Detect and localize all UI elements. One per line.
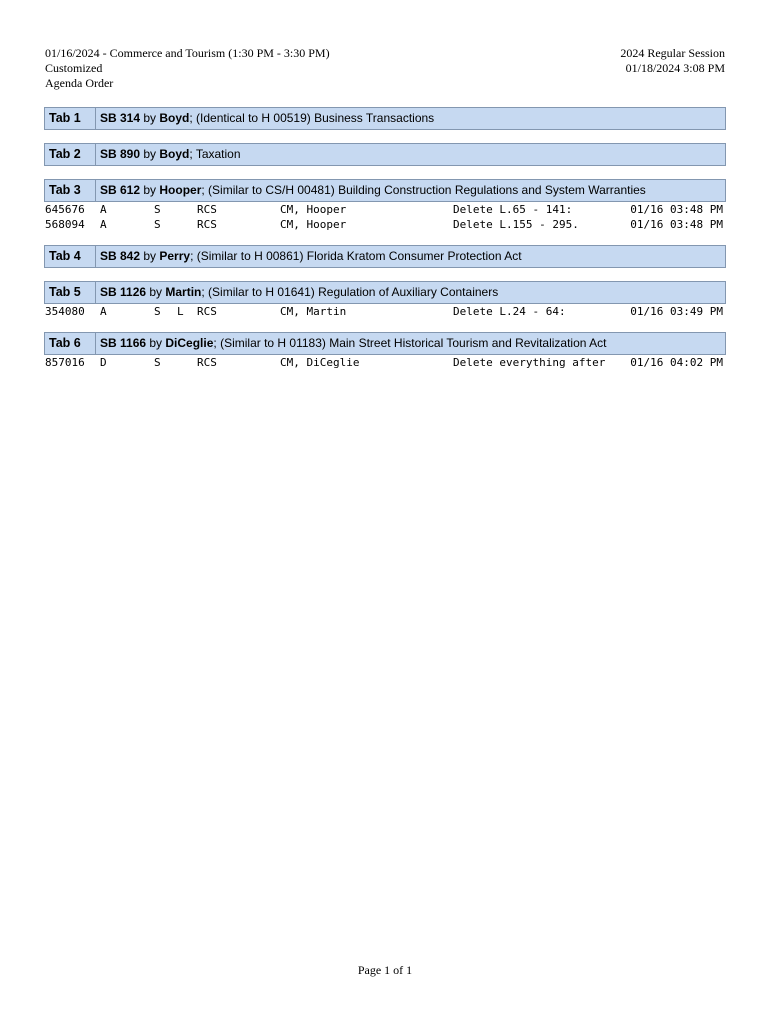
bill-title <box>96 333 725 354</box>
amendment-id: 568094 <box>45 218 85 231</box>
tab-block <box>44 281 726 319</box>
amendment-sponsor: CM, DiCeglie <box>280 356 360 369</box>
amendment-time: 01/16 03:49 PM <box>630 305 723 318</box>
bill-number: SB 842 <box>100 249 141 263</box>
amendment-action: Delete everything after <box>453 356 606 369</box>
amendment-type: D <box>100 356 107 369</box>
amendment-type: A <box>100 305 107 318</box>
bill-by: by <box>146 336 166 350</box>
bill-description: ; (Similar to H 01641) Regulation of Auxiliary Containers <box>201 285 499 299</box>
bill-by: by <box>140 111 160 125</box>
amendment-row <box>44 355 726 370</box>
tab-header-bar <box>44 179 726 202</box>
tab-block <box>44 107 726 130</box>
amendment-rcs: RCS <box>197 305 217 318</box>
bill-sponsor: Hooper <box>159 183 202 197</box>
amendment-id: 354080 <box>45 305 85 318</box>
report-timestamp: 01/18/2024 3:08 PM <box>625 61 725 75</box>
bill-number: SB 612 <box>100 183 141 197</box>
amendment-type: A <box>100 203 107 216</box>
amendment-row <box>44 217 726 232</box>
bill-title <box>96 246 725 267</box>
tab-block <box>44 245 726 268</box>
bill-description: ; (Similar to CS/H 00481) Building Construction Regulations and System Warranties <box>201 183 646 197</box>
tab-number: Tab 2 <box>45 144 96 165</box>
amendment-time: 01/16 03:48 PM <box>630 203 723 216</box>
amendment-row <box>44 304 726 319</box>
session-name: 2024 Regular Session <box>620 46 725 60</box>
amendment-type: A <box>100 218 107 231</box>
amendment-rcs: RCS <box>197 218 217 231</box>
tab-block <box>44 332 726 370</box>
bill-by: by <box>140 147 160 161</box>
page-footer: Page 1 of 1 <box>357 963 413 977</box>
amendment-chamber: S <box>154 356 161 369</box>
bill-sponsor: Perry <box>159 249 191 263</box>
bill-description: ; (Similar to H 01183) Main Street Historical Tourism and Revitalization Act <box>213 336 607 350</box>
header-right <box>620 46 725 76</box>
bill-sponsor: DiCeglie <box>165 336 214 350</box>
amendment-action: Delete L.65 - 141: <box>453 203 573 216</box>
bill-title <box>96 144 725 165</box>
amendment-sponsor: CM, Hooper <box>280 218 347 231</box>
tab-header-bar <box>44 143 726 166</box>
amendment-row <box>44 202 726 217</box>
amendment-action: Delete L.155 - 295. <box>453 218 579 231</box>
tab-number: Tab 4 <box>45 246 96 267</box>
bill-by: by <box>146 285 166 299</box>
tab-header-bar <box>44 245 726 268</box>
tab-number: Tab 3 <box>45 180 96 201</box>
amendment-action: Delete L.24 - 64: <box>453 305 566 318</box>
bill-number: SB 1166 <box>100 336 147 350</box>
tab-block <box>44 179 726 232</box>
bill-title <box>96 180 725 201</box>
bill-description: ; (Identical to H 00519) Business Transactions <box>189 111 435 125</box>
tab-header-bar <box>44 107 726 130</box>
tab-header-bar <box>44 332 726 355</box>
amendment-chamber: S <box>154 203 161 216</box>
bill-number: SB 314 <box>100 111 141 125</box>
amendment-id: 645676 <box>45 203 85 216</box>
meeting-title: 01/16/2024 - Commerce and Tourism (1:30 PM - 3:30 PM) <box>45 46 330 60</box>
amendment-chamber: S <box>154 305 161 318</box>
bill-sponsor: Boyd <box>159 147 190 161</box>
header-left <box>45 46 330 91</box>
bill-sponsor: Martin <box>165 285 202 299</box>
amendment-late-flag: L <box>177 305 184 318</box>
bill-title <box>96 282 725 303</box>
amendment-time: 01/16 04:02 PM <box>630 356 723 369</box>
bill-by: by <box>140 183 160 197</box>
amendment-time: 01/16 03:48 PM <box>630 218 723 231</box>
tab-number: Tab 6 <box>45 333 96 354</box>
agenda-list <box>44 107 726 383</box>
report-order: Agenda Order <box>45 76 114 90</box>
bill-sponsor: Boyd <box>159 111 190 125</box>
bill-by: by <box>140 249 160 263</box>
amendment-id: 857016 <box>45 356 85 369</box>
bill-number: SB 890 <box>100 147 141 161</box>
amendment-sponsor: CM, Martin <box>280 305 347 318</box>
amendment-rcs: RCS <box>197 356 217 369</box>
bill-number: SB 1126 <box>100 285 147 299</box>
bill-description: ; (Similar to H 00861) Florida Kratom Consumer Protection Act <box>190 249 522 263</box>
amendment-chamber: S <box>154 218 161 231</box>
tab-header-bar <box>44 281 726 304</box>
tab-number: Tab 1 <box>45 108 96 129</box>
bill-description: ; Taxation <box>189 147 241 161</box>
tab-block <box>44 143 726 166</box>
tab-number: Tab 5 <box>45 282 96 303</box>
bill-title <box>96 108 725 129</box>
amendment-rcs: RCS <box>197 203 217 216</box>
report-type: Customized <box>45 61 103 75</box>
amendment-sponsor: CM, Hooper <box>280 203 347 216</box>
